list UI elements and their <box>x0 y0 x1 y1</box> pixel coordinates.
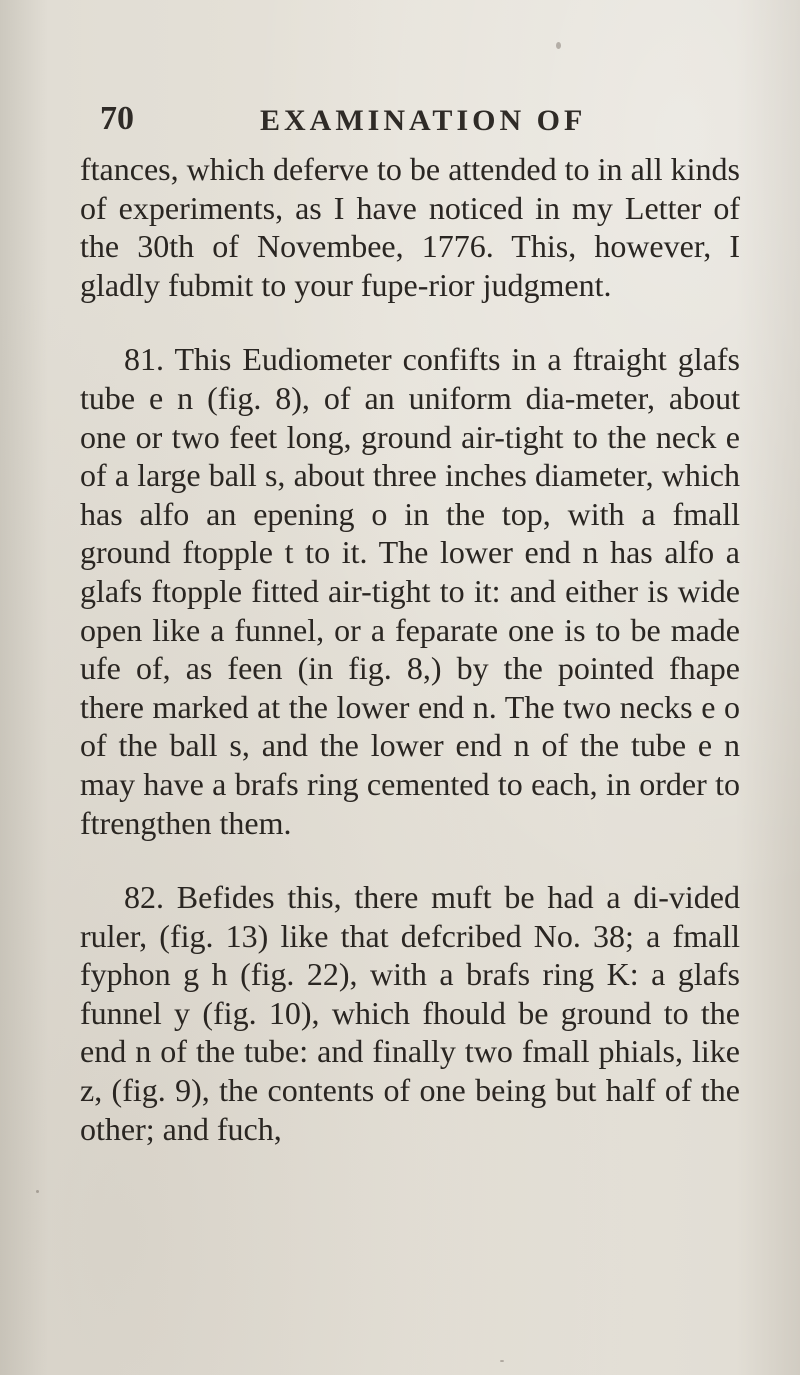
page-header <box>100 100 760 140</box>
paper-speck <box>556 42 561 49</box>
paragraph-continuation: ftances, which deferve to be attended to in all kinds of experiments, as I have noticed in my Letter of the 30th of Novembee, 1776. This, however, I gladly fubmit to your fupe-rior judgment. <box>80 151 740 303</box>
paper-speck <box>500 1360 504 1362</box>
page-number: 70 <box>100 100 134 137</box>
paper-speck <box>36 1190 39 1193</box>
paragraph-81: 81. This Eudiometer confifts in a ftraight glafs tube e n (fig. 8), of an uniform dia-meter, about one or two feet long, ground air-tight to the neck e of a large ball s, about three inches diameter, which has alfo an epening o in the top, with a fmall ground ftopple t to it. The lower end n has alfo a glafs ftopple fitted air-tight to it: and either is wide open like a funnel, or a feparate one is to be made ufe of, as feen (in fig. 8,) by the pointed fhape there marked at the lower end n. The two necks e o of the ball s, and the lower end n of the tube e n may have a brafs ring cemented to each, in order to ftrengthen them. <box>80 341 740 841</box>
body-text <box>80 150 740 1148</box>
running-head: EXAMINATION OF <box>260 104 587 137</box>
paragraph-82: 82. Befides this, there muft be had a di-vided ruler, (fig. 13) like that defcribed No. 38; a fmall fyphon g h (fig. 22), with a brafs ring K: a glafs funnel y (fig. 10), which fhould be ground to the end n of the tube: and finally two fmall phials, like z, (fig. 9), the contents of one being but half of the other; and fuch, <box>80 879 740 1147</box>
